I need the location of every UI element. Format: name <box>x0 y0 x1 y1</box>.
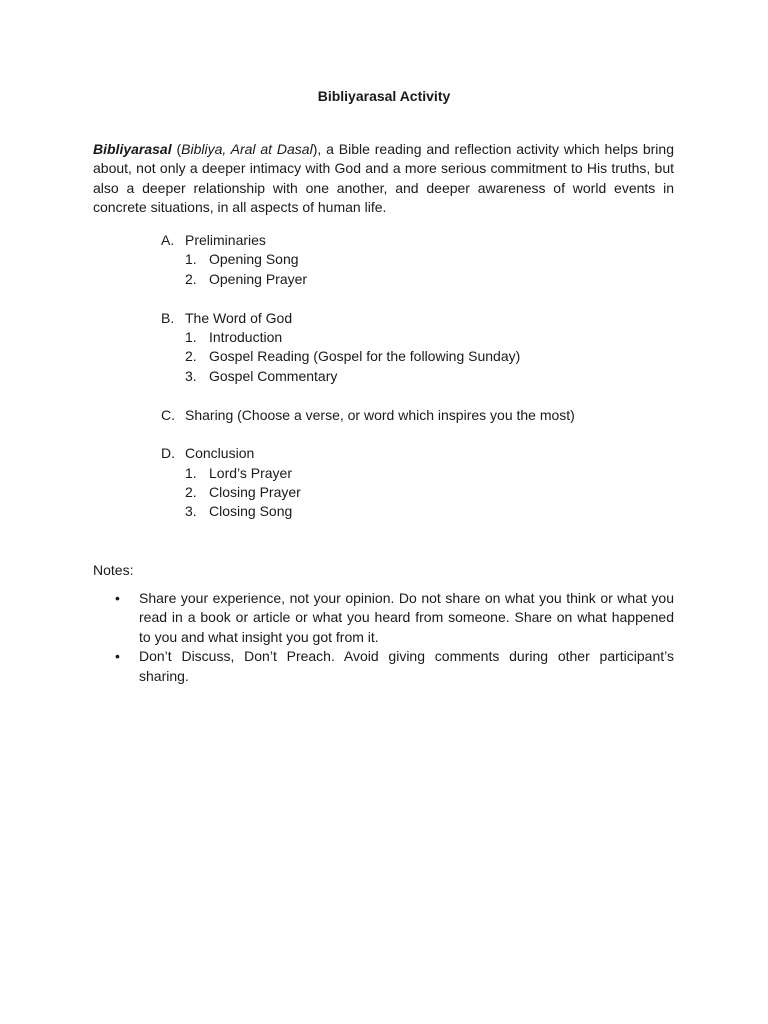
outline-marker: D. <box>161 445 175 462</box>
intro-open-paren: ( <box>171 141 182 157</box>
outline-item-number: 1. <box>185 251 197 268</box>
notes-heading: Notes: <box>93 562 134 578</box>
outline-item-number: 3. <box>185 503 197 520</box>
intro-body: ), a Bible reading and reflection activity which helps bring about, not only a deeper intimacy with God and a more serious commitment to His truths, but also a deeper relationship with one another, and deeper awareness of world events in concrete situations, in all aspects of human life. <box>93 141 674 216</box>
bullet-icon: • <box>115 648 120 665</box>
note-text: Share your experience, not your opinion. Do not share on what you think or what you read in a book or article or what you heard from someone. Share on what happened to you and what insight you got from it. <box>139 590 674 645</box>
outline-item-number: 1. <box>185 464 197 481</box>
outline-item-label: Gospel Commentary <box>209 367 338 384</box>
intro-paragraph <box>93 140 674 218</box>
intro-expansion: Bibliya, Aral at Dasal <box>181 141 313 157</box>
note-item <box>93 589 674 647</box>
outline-label: Sharing (Choose a verse, or word which inspires you the most) <box>185 406 575 423</box>
outline-item-label: Closing Song <box>209 503 293 520</box>
bullet-icon: • <box>115 590 120 606</box>
outline-item-label: Lord’s Prayer <box>209 464 293 481</box>
outline-label: The Word of God <box>185 309 293 326</box>
outline-label: Preliminaries <box>185 232 266 248</box>
outline-item-label: Introduction <box>209 328 283 345</box>
intro-term: Bibliyarasal <box>93 141 172 157</box>
note-text: Don’t Discuss, Don’t Preach. Avoid giving comments during other participant’s sharing. <box>139 648 674 684</box>
outline-item-label: Opening Song <box>209 251 299 268</box>
document-title: Bibliyarasal Activity <box>317 88 451 104</box>
outline-marker: A. <box>161 232 175 248</box>
outline-item-number: 3. <box>185 367 197 384</box>
outline-item-number: 2. <box>185 270 197 287</box>
outline-marker: C. <box>161 406 175 423</box>
outline-label: Conclusion <box>185 445 255 462</box>
outline-item-label: Gospel Reading (Gospel for the following Sunday) <box>209 348 521 365</box>
outline-item-label: Closing Prayer <box>209 484 301 501</box>
outline-item-number: 1. <box>185 328 197 345</box>
outline-item-number: 2. <box>185 484 197 501</box>
outline-marker: B. <box>161 309 175 326</box>
notes-list <box>93 589 674 686</box>
outline-item-number: 2. <box>185 348 197 365</box>
note-item <box>93 647 674 686</box>
outline-item-label: Opening Prayer <box>209 270 308 287</box>
